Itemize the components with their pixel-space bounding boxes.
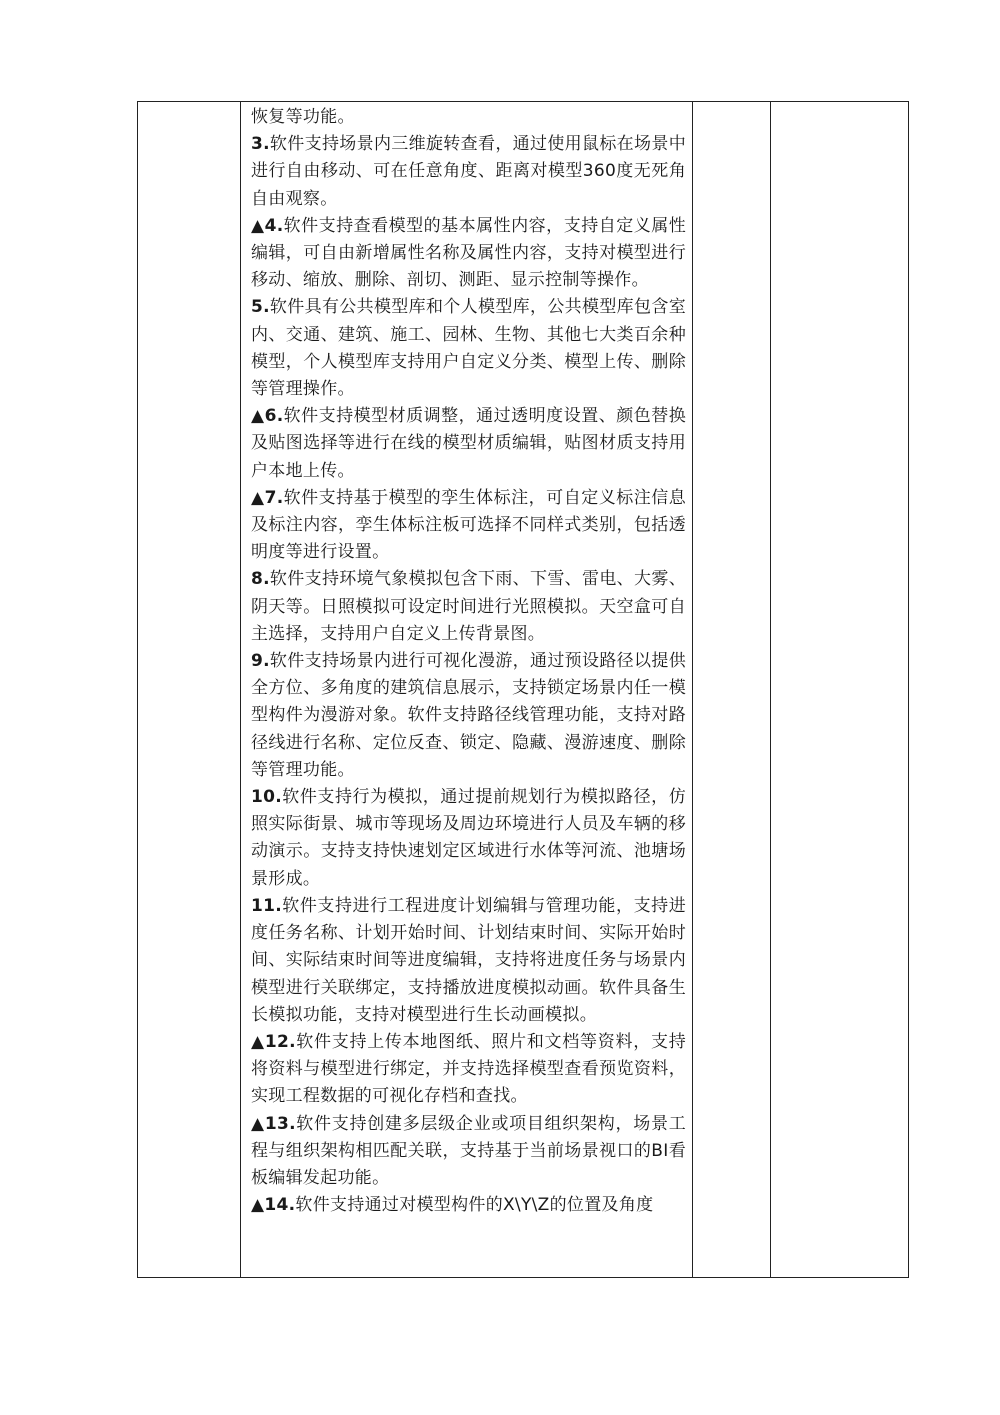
table-cell-quantity bbox=[693, 102, 771, 1278]
requirement-text: 软件支持创建多层级企业或项目组织架构，场景工程与组织架构相匹配关联，支持基于当前场景视口的BI看板编辑发起功能。 bbox=[251, 1113, 686, 1188]
requirement-number: 6. bbox=[264, 406, 284, 427]
requirement-item bbox=[251, 784, 686, 893]
requirement-item bbox=[251, 893, 686, 1029]
requirement-text: 软件支持模型材质调整，通过透明度设置、颜色替换及贴图选择等进行在线的模型材质编辑，贴图材质支持用户本地上传。 bbox=[251, 406, 686, 481]
requirement-number: 14. bbox=[264, 1195, 296, 1216]
requirement-text: 软件支持基于模型的孪生体标注，可自定义标注信息及标注内容，孪生体标注板可选择不同样式类别，包括透明度等进行设置。 bbox=[251, 487, 686, 563]
requirement-text: 软件支持环境气象模拟包含下雨、下雪、雷电、大雾、阴天等。日照模拟可设定时间进行光照模拟。天空盒可自主选择，支持用户自定义上传背景图。 bbox=[251, 569, 686, 644]
requirement-list bbox=[251, 131, 686, 1219]
requirement-item bbox=[251, 213, 686, 295]
key-requirement-marker: ▲ bbox=[251, 1113, 265, 1134]
requirement-item bbox=[251, 566, 686, 648]
requirement-number: 11. bbox=[251, 895, 283, 916]
requirement-number: 10. bbox=[251, 787, 283, 808]
key-requirement-marker: ▲ bbox=[251, 1031, 265, 1052]
requirement-item bbox=[251, 294, 686, 403]
requirement-item bbox=[251, 1192, 686, 1219]
key-requirement-marker: ▲ bbox=[251, 406, 265, 427]
table-cell-index bbox=[138, 102, 241, 1278]
continuation-text: 恢复等功能。 bbox=[251, 107, 355, 127]
requirement-text: 软件支持通过对模型构件的X\Y\Z的位置及角度 bbox=[295, 1195, 654, 1216]
requirement-number: 3. bbox=[251, 134, 270, 155]
table-cell-remarks bbox=[771, 102, 909, 1278]
requirement-text: 软件支持进行工程进度计划编辑与管理功能，支持进度任务名称、计划开始时间、计划结束时间、实际开始时间、实际结束时间等进度编辑，支持将进度任务与场景内模型进行关联绑定，支持播放进度模拟动画。软件具备生长模拟功能，支持对模型进行生长动画模拟。 bbox=[251, 895, 686, 1025]
requirement-number: 7. bbox=[264, 487, 284, 508]
requirement-number: 12. bbox=[264, 1031, 296, 1052]
key-requirement-marker: ▲ bbox=[251, 215, 265, 236]
requirement-item bbox=[251, 485, 686, 567]
requirements-table bbox=[137, 101, 909, 1278]
requirement-item bbox=[251, 1111, 686, 1193]
requirement-text: 软件支持场景内进行可视化漫游，通过预设路径以提供全方位、多角度的建筑信息展示，支持锁定场景内任一模型构件为漫游对象。软件支持路径线管理功能，支持对路径线进行名称、定位反查、锁定、隐藏、漫游速度、删除等管理功能。 bbox=[251, 651, 686, 780]
requirement-number: 13. bbox=[264, 1113, 296, 1134]
requirement-number: 9. bbox=[251, 651, 270, 672]
requirements-text bbox=[241, 102, 692, 1219]
key-requirement-marker: ▲ bbox=[251, 487, 265, 508]
table-row bbox=[138, 102, 909, 1278]
requirement-text: 软件支持行为模拟，通过提前规划行为模拟路径，仿照实际街景、城市等现场及周边环境进行人员及车辆的移动演示。支持支持快速划定区域进行水体等河流、池塘场景形成。 bbox=[251, 787, 686, 889]
requirement-text: 软件具有公共模型库和个人模型库，公共模型库包含室内、交通、建筑、施工、园林、生物、其他七大类百余种模型，个人模型库支持用户自定义分类、模型上传、删除等管理操作。 bbox=[251, 297, 686, 400]
requirement-number: 4. bbox=[264, 215, 284, 236]
table-cell-requirements bbox=[241, 102, 693, 1278]
requirement-number: 5. bbox=[251, 297, 270, 318]
requirement-item bbox=[251, 131, 686, 213]
requirement-item bbox=[251, 648, 686, 784]
requirement-text: 软件支持场景内三维旋转查看，通过使用鼠标在场景中进行自由移动、可在任意角度、距离对模型360度无死角自由观察。 bbox=[251, 134, 686, 209]
requirement-text: 软件支持上传本地图纸、照片和文档等资料，支持将资料与模型进行绑定，并支持选择模型查看预览资料，实现工程数据的可视化存档和查找。 bbox=[251, 1031, 686, 1107]
key-requirement-marker: ▲ bbox=[251, 1195, 265, 1216]
requirement-item bbox=[251, 1029, 686, 1111]
requirement-number: 8. bbox=[251, 569, 270, 590]
requirement-text: 软件支持查看模型的基本属性内容，支持自定义属性编辑，可自由新增属性名称及属性内容，支持对模型进行移动、缩放、删除、剖切、测距、显示控制等操作。 bbox=[251, 215, 686, 291]
requirement-item bbox=[251, 403, 686, 485]
